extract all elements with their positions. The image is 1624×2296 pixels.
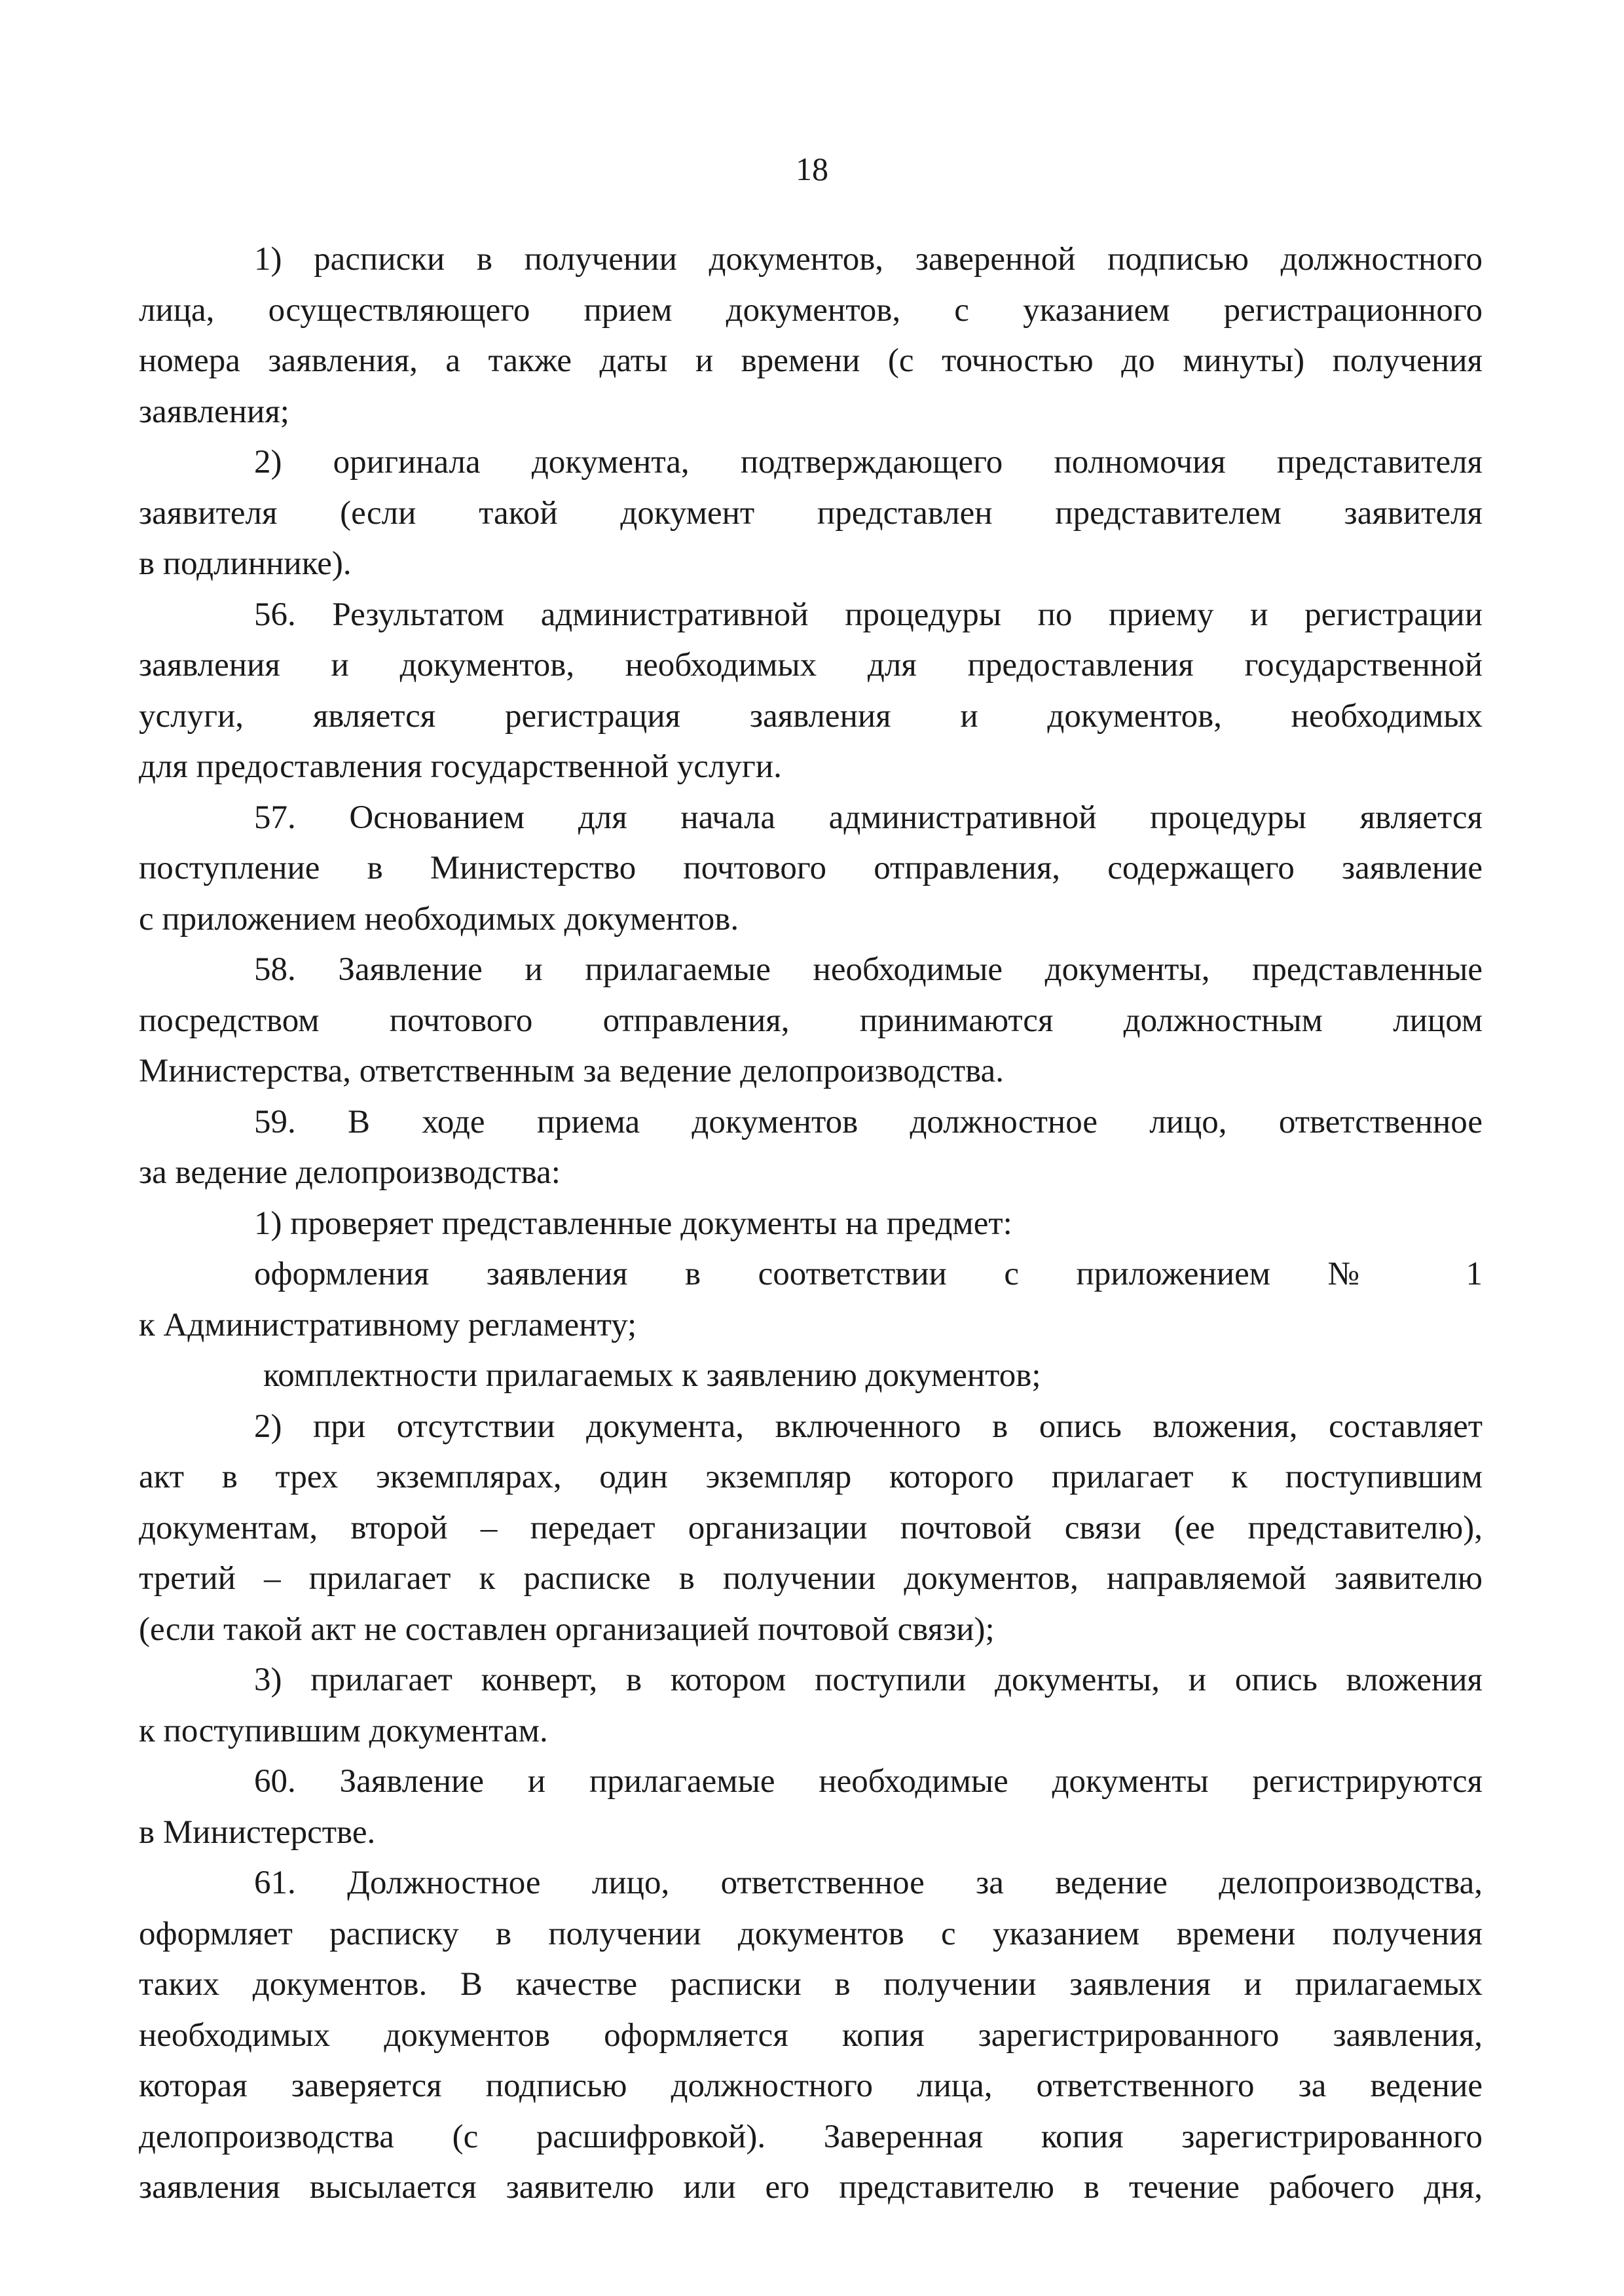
text-line: акт в трех экземплярах, один экземпляр которого прилагает к поступившим <box>139 1459 1483 1495</box>
document-body <box>139 234 1483 2214</box>
text-line: с приложением необходимых документов. <box>139 900 739 938</box>
text-line: (если такой акт не составлен организацией почтовой связи); <box>139 1611 995 1648</box>
text-line: 56. Результатом административной процедуры по приему и регистрации <box>254 596 1483 633</box>
text-line: услуги, является регистрация заявления и документов, необходимых <box>139 697 1483 735</box>
page-number: 18 <box>796 151 828 187</box>
text-line: заявления; <box>139 393 289 430</box>
text-line: за ведение делопроизводства: <box>139 1154 561 1191</box>
text-line: для предоставления государственной услуги. <box>139 748 782 785</box>
text-line: 2) при отсутствии документа, включенного в опись вложения, составляет <box>254 1408 1483 1445</box>
text-line: таких документов. В качестве расписки в получении заявления и прилагаемых <box>139 1966 1483 2003</box>
text-line: к поступившим документам. <box>139 1712 548 1749</box>
text-line: посредством почтового отправления, принимаются должностным лицом <box>139 1002 1483 1039</box>
text-line: номера заявления, а также даты и времени (с точностью до минуты) получения <box>139 342 1483 379</box>
text-line: 57. Основанием для начала административной процедуры является <box>254 799 1483 836</box>
text-line: 61. Должностное лицо, ответственное за ведение делопроизводства, <box>254 1865 1483 1901</box>
text-line: 59. В ходе приема документов должностное лицо, ответственное <box>254 1103 1483 1140</box>
text-line: заявления высылается заявителю или его представителю в течение рабочего дня, <box>139 2169 1483 2206</box>
text-line: лица, осуществляющего прием документов, с указанием регистрационного <box>139 291 1483 329</box>
text-line: 1) расписки в получении документов, заверенной подписью должностного <box>254 241 1483 278</box>
text-line: 60. Заявление и прилагаемые необходимые документы регистрируются <box>254 1763 1483 1800</box>
text-line: оформляет расписку в получении документов с указанием времени получения <box>139 1915 1483 1952</box>
text-line: документам, второй – передает организации почтовой связи (ее представителю), <box>139 1509 1483 1546</box>
text-line: 3) прилагает конверт, в котором поступили документы, и опись вложения <box>254 1662 1483 1698</box>
text-line: поступление в Министерство почтового отправления, содержащего заявление <box>139 850 1483 886</box>
text-line: в подлиннике). <box>139 545 352 582</box>
text-line: 2) оригинала документа, подтверждающего полномочия представителя <box>254 444 1483 481</box>
text-line: делопроизводства (с расшифровкой). Заверенная копия зарегистрированного <box>139 2118 1483 2155</box>
text-line: в Министерстве. <box>139 1813 376 1851</box>
text-line: к Административному регламенту; <box>139 1306 637 1343</box>
text-line: оформления заявления в соответствии с приложением № 1 <box>254 1256 1483 1292</box>
text-line: третий – прилагает к расписке в получении документов, направляемой заявителю <box>139 1560 1483 1597</box>
text-line: необходимых документов оформляется копия зарегистрированного заявления, <box>139 2016 1483 2054</box>
text-line: 1) проверяет представленные документы на предмет: <box>254 1205 1012 1242</box>
text-line: которая заверяется подписью должностного лица, ответственного за ведение <box>139 2068 1483 2104</box>
text-line: заявителя (если такой документ представлен представителем заявителя <box>139 494 1483 532</box>
text-line: заявления и документов, необходимых для предоставления государственной <box>139 647 1483 683</box>
text-line: Министерства, ответственным за ведение делопроизводства. <box>139 1053 1004 1089</box>
text-line: 58. Заявление и прилагаемые необходимые документы, представленные <box>254 951 1483 988</box>
text-line: комплектности прилагаемых к заявлению документов; <box>263 1357 1041 1394</box>
